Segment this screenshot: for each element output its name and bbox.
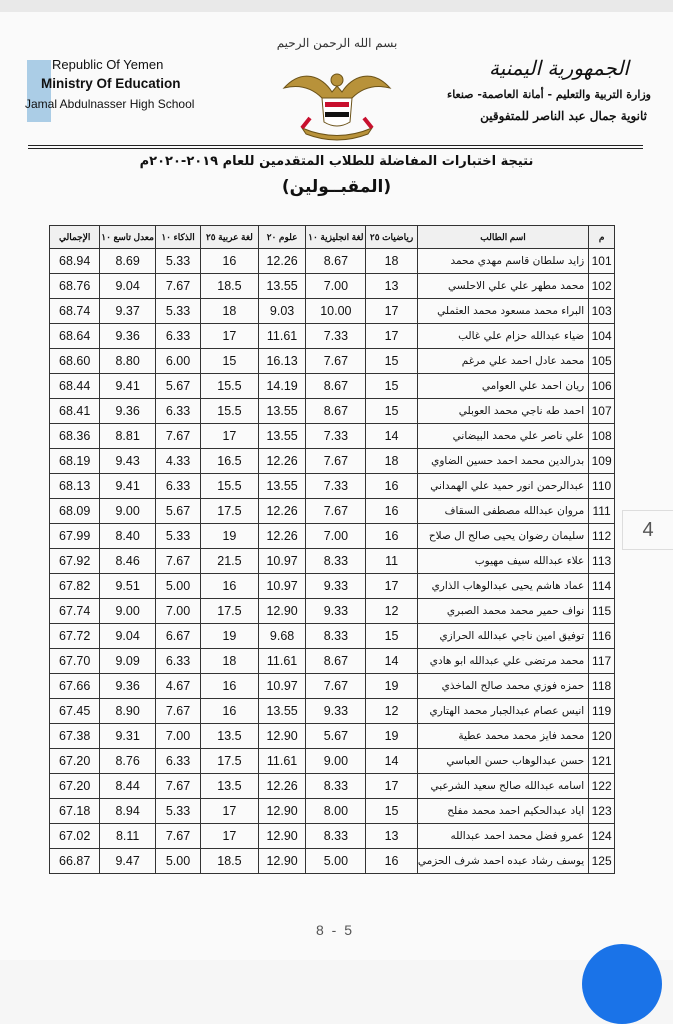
ministry-name-arabic: وزارة التربية والتعليم - أمانة العاصمة- صنعاء (447, 88, 651, 101)
score-cell: 67.99 (50, 524, 100, 549)
score-cell: 13.55 (258, 474, 306, 499)
student-name-cell: عمرو فضل محمد احمد عبدالله (417, 824, 588, 849)
score-cell: 10.97 (258, 574, 306, 599)
score-cell: 15 (366, 399, 417, 424)
row-number-cell: 107 (589, 399, 615, 424)
score-cell: 7.33 (306, 474, 366, 499)
score-cell: 4.67 (155, 674, 200, 699)
table-row (50, 849, 615, 874)
score-cell: 8.33 (306, 549, 366, 574)
score-cell: 67.18 (50, 799, 100, 824)
table-header-row (50, 226, 615, 249)
student-name-cell: علاء عبدالله سيف مهيوب (417, 549, 588, 574)
score-cell: 9.03 (258, 299, 306, 324)
score-cell: 9.04 (100, 624, 156, 649)
score-cell: 67.38 (50, 724, 100, 749)
score-cell: 14 (366, 649, 417, 674)
score-cell: 18 (366, 249, 417, 274)
student-name-cell: بدرالدين محمد احمد حسين الضاوي (417, 449, 588, 474)
score-cell: 7.67 (155, 699, 200, 724)
row-number-cell: 102 (589, 274, 615, 299)
score-cell: 6.67 (155, 624, 200, 649)
table-row (50, 599, 615, 624)
row-number-cell: 119 (589, 699, 615, 724)
results-table (49, 225, 615, 874)
student-name-cell: حمزه فوزي محمد صالح الماخذي (417, 674, 588, 699)
column-header: لغة عربية ٢٥ (201, 226, 259, 249)
score-cell: 18.5 (201, 849, 259, 874)
score-cell: 13.55 (258, 424, 306, 449)
column-header: الإجمالي (50, 226, 100, 249)
table-row (50, 649, 615, 674)
score-cell: 68.60 (50, 349, 100, 374)
score-cell: 12.26 (258, 524, 306, 549)
score-cell: 8.67 (306, 399, 366, 424)
score-cell: 12 (366, 599, 417, 624)
country-name-arabic: الجمهورية اليمنية (488, 56, 629, 80)
eagle-emblem-icon (282, 58, 392, 143)
score-cell: 21.5 (201, 549, 259, 574)
score-cell: 17 (201, 324, 259, 349)
student-name-cell: مروان عبدالله مصطفى السقاف (417, 499, 588, 524)
student-name-cell: محمد فايز محمد محمد عطية (417, 724, 588, 749)
table-row (50, 749, 615, 774)
score-cell: 9.43 (100, 449, 156, 474)
score-cell: 8.76 (100, 749, 156, 774)
score-cell: 9.31 (100, 724, 156, 749)
score-cell: 8.90 (100, 699, 156, 724)
score-cell: 7.33 (306, 324, 366, 349)
column-header: لغة انجليزية ١٠ (306, 226, 366, 249)
score-cell: 67.45 (50, 699, 100, 724)
score-cell: 15 (366, 799, 417, 824)
score-cell: 8.80 (100, 349, 156, 374)
student-name-cell: عماد هاشم يحيى عبدالوهاب الذاري (417, 574, 588, 599)
score-cell: 7.00 (306, 524, 366, 549)
score-cell: 67.20 (50, 749, 100, 774)
score-cell: 12 (366, 699, 417, 724)
score-cell: 7.00 (155, 599, 200, 624)
student-name-cell: محمد مطهر علي علي الاحلسي (417, 274, 588, 299)
row-number-cell: 120 (589, 724, 615, 749)
student-name-cell: ريان احمد علي العوامي (417, 374, 588, 399)
score-cell: 17 (366, 774, 417, 799)
score-cell: 19 (366, 724, 417, 749)
table-row (50, 424, 615, 449)
table-row (50, 249, 615, 274)
score-cell: 6.00 (155, 349, 200, 374)
score-cell: 7.33 (306, 424, 366, 449)
score-cell: 67.20 (50, 774, 100, 799)
score-cell: 16 (366, 524, 417, 549)
score-cell: 67.70 (50, 649, 100, 674)
score-cell: 67.02 (50, 824, 100, 849)
student-name-cell: توفيق امين ناجي عبدالله الحرازي (417, 624, 588, 649)
score-cell: 18.5 (201, 274, 259, 299)
score-cell: 9.37 (100, 299, 156, 324)
student-name-cell: احمد طه ناجي محمد العوبلي (417, 399, 588, 424)
student-name-cell: نواف حمير محمد محمد الصبري (417, 599, 588, 624)
row-number-cell: 110 (589, 474, 615, 499)
score-cell: 7.67 (306, 499, 366, 524)
table-row (50, 299, 615, 324)
score-cell: 7.00 (306, 274, 366, 299)
table-row (50, 774, 615, 799)
header-english (25, 57, 225, 111)
score-cell: 8.81 (100, 424, 156, 449)
score-cell: 8.67 (306, 649, 366, 674)
student-name-cell: ضياء عبدالله حزام علي غالب (417, 324, 588, 349)
score-cell: 13.55 (258, 274, 306, 299)
table-row (50, 499, 615, 524)
row-number-cell: 108 (589, 424, 615, 449)
score-cell: 10.97 (258, 549, 306, 574)
student-name-cell: البراء محمد مسعود محمد العثملي (417, 299, 588, 324)
student-name-cell: زايد سلطان قاسم مهدي محمد (417, 249, 588, 274)
score-cell: 16 (366, 499, 417, 524)
student-name-cell: اسامه عبدالله صالح سعيد الشرعبي (417, 774, 588, 799)
row-number-cell: 113 (589, 549, 615, 574)
score-cell: 68.74 (50, 299, 100, 324)
score-cell: 7.67 (306, 349, 366, 374)
table-row (50, 699, 615, 724)
score-cell: 7.67 (155, 774, 200, 799)
score-cell: 67.66 (50, 674, 100, 699)
score-cell: 13.5 (201, 774, 259, 799)
table-row (50, 349, 615, 374)
table-row (50, 674, 615, 699)
score-cell: 67.74 (50, 599, 100, 624)
score-cell: 6.33 (155, 749, 200, 774)
row-number-cell: 115 (589, 599, 615, 624)
score-cell: 5.33 (155, 799, 200, 824)
score-cell: 8.69 (100, 249, 156, 274)
score-cell: 12.26 (258, 774, 306, 799)
row-number-cell: 117 (589, 649, 615, 674)
score-cell: 7.67 (306, 674, 366, 699)
score-cell: 6.33 (155, 324, 200, 349)
score-cell: 68.36 (50, 424, 100, 449)
ministry-name: Ministry Of Education (41, 76, 181, 91)
score-cell: 12.90 (258, 849, 306, 874)
score-cell: 13 (366, 274, 417, 299)
row-number-cell: 114 (589, 574, 615, 599)
table-row (50, 274, 615, 299)
score-cell: 66.87 (50, 849, 100, 874)
row-number-cell: 125 (589, 849, 615, 874)
row-number-cell: 112 (589, 524, 615, 549)
student-name-cell: عبدالرحمن انور حميد علي الهمداني (417, 474, 588, 499)
table-row (50, 399, 615, 424)
score-cell: 12.90 (258, 824, 306, 849)
score-cell: 5.67 (155, 374, 200, 399)
score-cell: 4.33 (155, 449, 200, 474)
score-cell: 9.33 (306, 574, 366, 599)
student-name-cell: محمد عادل احمد علي مرغم (417, 349, 588, 374)
score-cell: 16 (366, 474, 417, 499)
score-cell: 16 (201, 674, 259, 699)
score-cell: 7.00 (155, 724, 200, 749)
table-row (50, 324, 615, 349)
score-cell: 9.00 (100, 599, 156, 624)
table-row (50, 624, 615, 649)
score-cell: 15.5 (201, 374, 259, 399)
score-cell: 16 (366, 849, 417, 874)
score-cell: 68.64 (50, 324, 100, 349)
score-cell: 9.09 (100, 649, 156, 674)
score-cell: 9.33 (306, 699, 366, 724)
score-cell: 14 (366, 749, 417, 774)
row-number-cell: 116 (589, 624, 615, 649)
document-subtitle: (المقبــولين) (281, 177, 392, 197)
header-divider (28, 145, 643, 146)
score-cell: 8.00 (306, 799, 366, 824)
school-name: Jamal Abdulnasser High School (25, 97, 195, 111)
score-cell: 5.67 (306, 724, 366, 749)
score-cell: 15.5 (201, 474, 259, 499)
table-row (50, 474, 615, 499)
score-cell: 8.44 (100, 774, 156, 799)
score-cell: 5.00 (155, 574, 200, 599)
student-name-cell: حسن عبدالوهاب حسن العباسي (417, 749, 588, 774)
score-cell: 16 (201, 574, 259, 599)
score-cell: 12.26 (258, 249, 306, 274)
score-cell: 6.33 (155, 399, 200, 424)
score-cell: 14 (366, 424, 417, 449)
score-cell: 8.33 (306, 774, 366, 799)
score-cell: 7.67 (155, 549, 200, 574)
score-cell: 9.47 (100, 849, 156, 874)
score-cell: 9.00 (100, 499, 156, 524)
score-cell: 16 (201, 249, 259, 274)
score-cell: 13.55 (258, 399, 306, 424)
header-divider-thin (28, 148, 643, 149)
score-cell: 9.36 (100, 399, 156, 424)
score-cell: 13.55 (258, 699, 306, 724)
score-cell: 17 (201, 424, 259, 449)
score-cell: 18 (366, 449, 417, 474)
document-title: نتيجة اختبارات المفاضلة للطلاب المتقدمين للعام ٢٠١٩-٢٠٢٠م (139, 154, 534, 169)
score-cell: 9.68 (258, 624, 306, 649)
score-cell: 9.41 (100, 374, 156, 399)
score-cell: 68.19 (50, 449, 100, 474)
page-counter: 8 - 5 (315, 922, 354, 938)
score-cell: 7.67 (155, 424, 200, 449)
score-cell: 9.00 (306, 749, 366, 774)
score-cell: 12.26 (258, 449, 306, 474)
score-cell: 8.33 (306, 624, 366, 649)
score-cell: 9.36 (100, 324, 156, 349)
score-cell: 14.19 (258, 374, 306, 399)
student-name-cell: محمد مرتضى علي عبدالله ابو هادي (417, 649, 588, 674)
row-number-cell: 122 (589, 774, 615, 799)
score-cell: 11.61 (258, 749, 306, 774)
score-cell: 8.40 (100, 524, 156, 549)
score-cell: 9.51 (100, 574, 156, 599)
table-row (50, 524, 615, 549)
score-cell: 17 (366, 299, 417, 324)
student-name-cell: اياد عبدالحكيم احمد محمد مفلح (417, 799, 588, 824)
row-number-cell: 109 (589, 449, 615, 474)
score-cell: 10.97 (258, 674, 306, 699)
score-cell: 19 (366, 674, 417, 699)
score-cell: 12.90 (258, 799, 306, 824)
score-cell: 5.33 (155, 249, 200, 274)
score-cell: 67.72 (50, 624, 100, 649)
row-number-cell: 106 (589, 374, 615, 399)
header-emblem (262, 30, 412, 145)
score-cell: 12.90 (258, 599, 306, 624)
score-cell: 15 (366, 374, 417, 399)
score-cell: 6.33 (155, 649, 200, 674)
score-cell: 7.67 (306, 449, 366, 474)
score-cell: 7.67 (155, 274, 200, 299)
score-cell: 68.94 (50, 249, 100, 274)
score-cell: 18 (201, 299, 259, 324)
score-cell: 8.67 (306, 374, 366, 399)
table-row (50, 799, 615, 824)
table-row (50, 724, 615, 749)
table-row (50, 574, 615, 599)
score-cell: 5.00 (155, 849, 200, 874)
score-cell: 17 (201, 824, 259, 849)
score-cell: 68.09 (50, 499, 100, 524)
score-cell: 15.5 (201, 399, 259, 424)
score-cell: 68.41 (50, 399, 100, 424)
score-cell: 8.46 (100, 549, 156, 574)
score-cell: 13 (366, 824, 417, 849)
score-cell: 7.67 (155, 824, 200, 849)
header-arabic (411, 56, 651, 123)
score-cell: 11 (366, 549, 417, 574)
table-row (50, 549, 615, 574)
score-cell: 15 (366, 349, 417, 374)
table-row (50, 824, 615, 849)
score-cell: 9.36 (100, 674, 156, 699)
score-cell: 5.33 (155, 524, 200, 549)
score-cell: 16.5 (201, 449, 259, 474)
row-number-cell: 121 (589, 749, 615, 774)
score-cell: 19 (201, 624, 259, 649)
score-cell: 68.13 (50, 474, 100, 499)
column-header: م (589, 226, 615, 249)
score-cell: 16.13 (258, 349, 306, 374)
column-header: معدل تاسع ١٠ (100, 226, 156, 249)
page-indicator-label: 4 (642, 519, 654, 541)
row-number-cell: 118 (589, 674, 615, 699)
page-indicator-tab[interactable] (622, 510, 673, 550)
score-cell: 10.00 (306, 299, 366, 324)
country-name: Republic Of Yemen (52, 57, 164, 72)
table-row (50, 449, 615, 474)
row-number-cell: 123 (589, 799, 615, 824)
row-number-cell: 124 (589, 824, 615, 849)
score-cell: 67.92 (50, 549, 100, 574)
score-cell: 15 (201, 349, 259, 374)
basmala-calligraphy: بسم الله الرحمن الرحيم (276, 36, 398, 50)
score-cell: 8.33 (306, 824, 366, 849)
score-cell: 19 (201, 524, 259, 549)
student-name-cell: علي ناصر علي محمد البيضاني (417, 424, 588, 449)
score-cell: 9.41 (100, 474, 156, 499)
score-cell: 17.5 (201, 599, 259, 624)
score-cell: 5.00 (306, 849, 366, 874)
table-row (50, 374, 615, 399)
score-cell: 15 (366, 624, 417, 649)
column-header: اسم الطالب (417, 226, 588, 249)
row-number-cell: 104 (589, 324, 615, 349)
score-cell: 68.76 (50, 274, 100, 299)
score-cell: 17 (366, 324, 417, 349)
score-cell: 11.61 (258, 649, 306, 674)
score-cell: 9.04 (100, 274, 156, 299)
score-cell: 5.67 (155, 499, 200, 524)
score-cell: 17.5 (201, 499, 259, 524)
row-number-cell: 105 (589, 349, 615, 374)
table-body (50, 249, 615, 874)
column-header: علوم ٢٠ (258, 226, 306, 249)
score-cell: 9.33 (306, 599, 366, 624)
row-number-cell: 101 (589, 249, 615, 274)
score-cell: 6.33 (155, 474, 200, 499)
student-name-cell: يوسف رشاد عبده احمد شرف الحزمي (417, 849, 588, 874)
column-header: الذكاء ١٠ (155, 226, 200, 249)
score-cell: 16 (201, 699, 259, 724)
score-cell: 18 (201, 649, 259, 674)
score-cell: 17 (201, 799, 259, 824)
score-cell: 5.33 (155, 299, 200, 324)
score-cell: 8.67 (306, 249, 366, 274)
score-cell: 17 (366, 574, 417, 599)
row-number-cell: 111 (589, 499, 615, 524)
score-cell: 12.26 (258, 499, 306, 524)
row-number-cell: 103 (589, 299, 615, 324)
school-name-arabic: ثانوية جمال عبد الناصر للمتفوقين (480, 109, 647, 123)
student-name-cell: انيس عصام عبدالجبار محمد الهتاري (417, 699, 588, 724)
student-name-cell: سليمان رضوان يحيى صالح ال صلاح (417, 524, 588, 549)
score-cell: 68.44 (50, 374, 100, 399)
score-cell: 67.82 (50, 574, 100, 599)
score-cell: 17.5 (201, 749, 259, 774)
floating-action-button[interactable] (582, 944, 662, 1024)
score-cell: 13.5 (201, 724, 259, 749)
column-header: رياضيات ٢٥ (366, 226, 417, 249)
score-cell: 11.61 (258, 324, 306, 349)
score-cell: 8.94 (100, 799, 156, 824)
score-cell: 12.90 (258, 724, 306, 749)
score-cell: 8.11 (100, 824, 156, 849)
